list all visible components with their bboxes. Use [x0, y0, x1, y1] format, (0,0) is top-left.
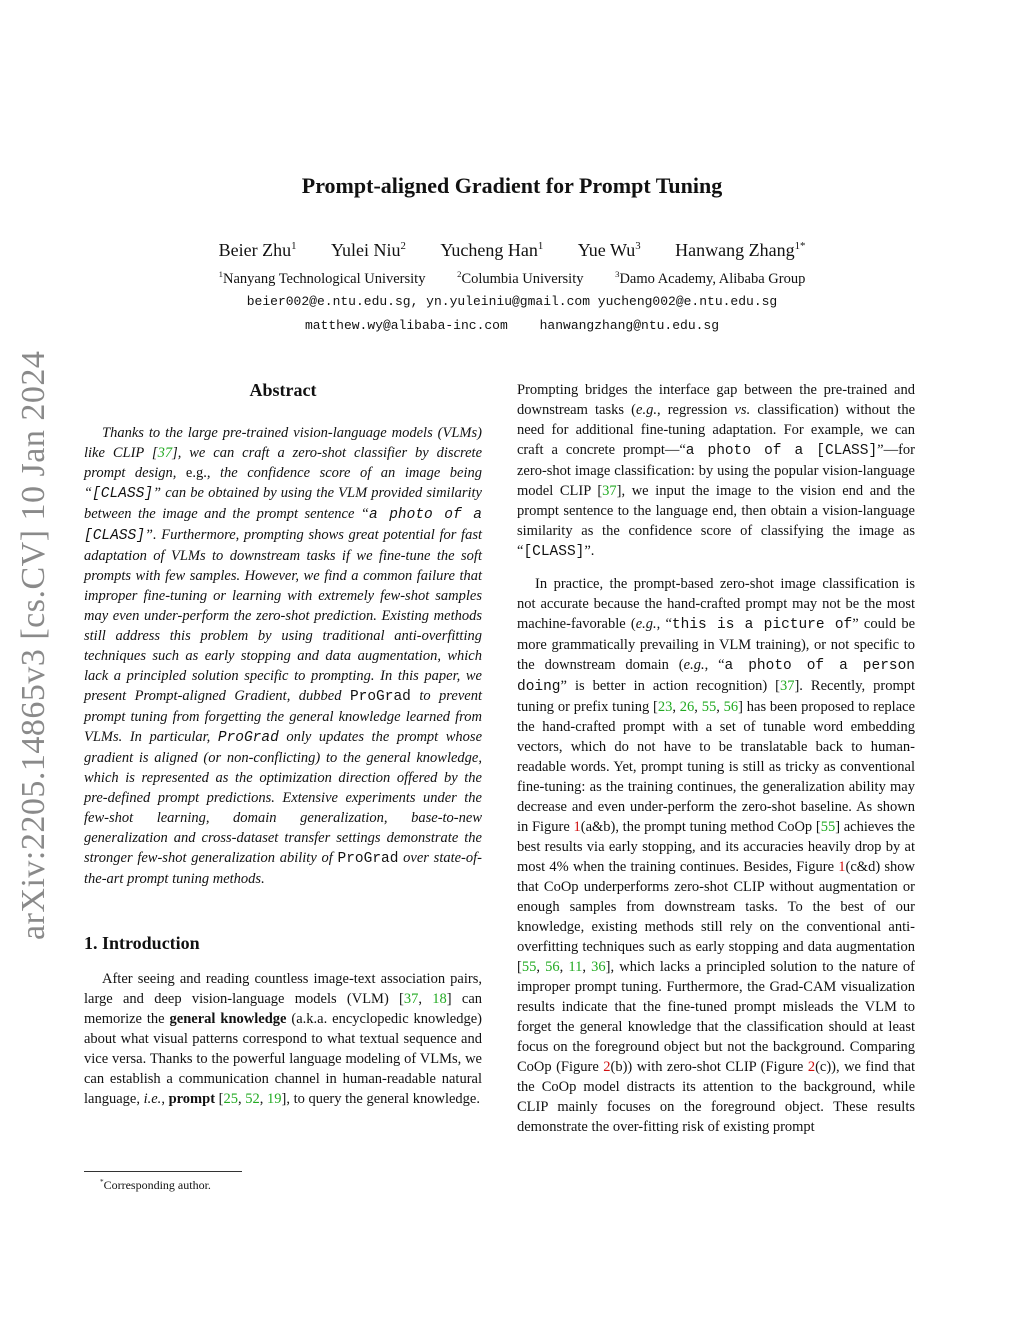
- affiliation-list: [0, 269, 1024, 288]
- citation-link[interactable]: 19: [267, 1091, 282, 1107]
- citation-link[interactable]: 37: [403, 991, 419, 1007]
- citation-link[interactable]: 56: [545, 959, 560, 975]
- abstract-body: Thanks to the large pre-trained vision-language models (VLMs) like CLIP [37], we can craft a zero-shot classifier by discrete prompt design, e.g., the confidence score of an image being “[CLASS]” can be obtained by using the VLM provided similarity between the image and the prompt sentence “a photo of a [CLASS]”. Furthermore, prompting shows great potential for fast adaptation of VLMs to downstream tasks if we fine-tune the soft prompts with few samples. However, we find a common failure that improper fine-tuning or learning with extremely few-shot samples may even under-perform the zero-shot prediction. Existing methods still address this problem by using traditional anti-overfitting techniques such as early stopping and data augmentation, which lack a principled solution specific to prompting. In this paper, we present Prompt-aligned Gradient, dubbed ProGrad to prevent prompt tuning from forgetting the general knowledge learned from VLMs. In particular, ProGrad only updates the prompt whose gradient is aligned (or non-conflicting) to the general knowledge, which is represented as the optimization direction offered by the pre-defined prompt predictions. Extensive experiments under the few-shot learning, domain generalization, base-to-new generalization and cross-dataset transfer settings demonstrate the stronger few-shot generalization ability of ProGrad over state-of-the-art prompt tuning methods.: [84, 425, 483, 887]
- body-paragraph: Prompting bridges the interface gap between the pre-trained and downstream tasks (e.g., regression vs. classification) without the need for additional fine-tuning adaptation. For example, we can craft a concrete prompt—“a photo of a [CLASS]”—for zero-shot image classification: by using the popular vision-language model CLIP [37], we input the image to the vision end and the prompt sentence to the language end, then obtain a vision-language similarity as the confidence score of classifying the image as “[CLASS]”.: [517, 382, 916, 560]
- left-column: [84, 380, 482, 1109]
- author: Yulei Niu$^2$: [330, 240, 406, 260]
- figure-link[interactable]: 1: [838, 859, 846, 875]
- citation-link[interactable]: 23: [657, 699, 673, 715]
- citation-link[interactable]: 26: [679, 699, 695, 715]
- email-line: [0, 318, 1024, 333]
- affiliation: $^2$Columbia University: [457, 269, 584, 287]
- body-paragraph: In practice, the prompt-based zero-shot image classification is not accurate because the hand-crafted prompt may not be the most machine-favorable (e.g., “this is a picture of” could be more grammatically prevailing in VLM training), or not specific to the downstream domain (e.g., “a photo of a person doing” is better in action recognition) [37]. Recently, prompt tuning or prefix tuning [23, 26, 55, 56] has been proposed to replace the hand-crafted prompt with a set of tunable word embedding vectors, which do not have to be translatable back to human-readable words. Yet, prompt tuning is still as tricky as conventional fine-tuning: as the training continues, the generalization ability may decrease and even under-perform the zero-shot baseline. As shown in Figure 1(a&b), the prompt tuning method CoOp [55] achieves the best results via early stopping, and its accuracies heavily drop by at most 4% when the training continues. Besides, Figure 1(c&d) show that CoOp underperforms zero-shot CLIP without augmentation or enough samples from downstream tasks. To the best of our knowledge, existing methods still rely on the conventional anti-overfitting techniques such as early stopping and data augmentation [55, 56, 11, 36], which lacks a principled solution to the nature of improper prompt tuning. Furthermore, the Grad-CAM visualization results indicate that the fine-tuned prompt misleads the VLM to forget the general knowledge that the classification should at least focus on the foreground object but not the background. Comparing CoOp (Figure 2(b)) with zero-shot CLIP (Figure 2(c)), we find that the CoOp model distracts its attention to the background, while CLIP mainly focuses on the foreground object. These results demonstrate the over-fitting risk of existing prompt: [517, 576, 916, 1135]
- email: matthew.wy@alibaba-inc.com: [304, 318, 508, 333]
- affiliation: $^1$Nanyang Technological University: [218, 269, 426, 287]
- author: Beier Zhu$^1$: [218, 240, 297, 260]
- citation-link[interactable]: 56: [723, 699, 739, 715]
- citation-link[interactable]: 25: [223, 1091, 238, 1107]
- citation-link[interactable]: 36: [591, 959, 606, 975]
- arxiv-identifier: arXiv:2205.14865v3 [cs.CV] 10 Jan 2024: [15, 350, 52, 940]
- email-line: beier002@e.ntu.edu.sg, yn.yuleiniu@gmail.com yucheng002@e.ntu.edu.sg: [246, 294, 778, 309]
- citation-link[interactable]: 37: [602, 483, 617, 499]
- email: hanwangzhang@ntu.edu.sg: [539, 318, 720, 333]
- intro-paragraph: After seeing and reading countless image-text association pairs, large and deep vision-language models (VLM) [37, 18] can memorize the general knowledge (a.k.a. encyclopedic knowledge) about what visual patterns correspond to what textual sequence and vice versa. Thanks to the powerful language modeling of VLMs, we can establish a communication channel in human-readable natural language, i.e., prompt [25, 52, 19], to query the general knowledge.: [84, 971, 483, 1107]
- citation-link[interactable]: 55: [521, 959, 537, 975]
- affiliation: $^3$Damo Academy, Alibaba Group: [615, 269, 806, 287]
- citation-link[interactable]: 55: [820, 819, 836, 835]
- abstract-heading: Abstract: [249, 380, 317, 400]
- footnote-divider: [84, 1171, 242, 1172]
- citation-link[interactable]: 37: [157, 445, 173, 461]
- author: Yucheng Han$^1$: [440, 240, 544, 260]
- author: Hanwang Zhang$^{1*}$: [675, 240, 806, 260]
- citation-link[interactable]: 37: [779, 678, 795, 694]
- figure-link[interactable]: 1: [573, 819, 581, 835]
- author: Yue Wu$^3$: [577, 240, 641, 260]
- footnote: *Corresponding author.: [100, 1178, 211, 1192]
- author-list: [0, 240, 1024, 261]
- citation-link[interactable]: 11: [568, 959, 583, 975]
- figure-link[interactable]: 2: [807, 1059, 816, 1075]
- figure-link[interactable]: 2: [603, 1059, 611, 1075]
- citation-link[interactable]: 18: [432, 991, 447, 1007]
- paper-title: Prompt-aligned Gradient for Prompt Tuning: [301, 173, 723, 198]
- citation-link[interactable]: 52: [245, 1091, 260, 1107]
- right-column: [517, 380, 915, 1137]
- citation-link[interactable]: 55: [701, 699, 717, 715]
- section-heading: 1. Introduction: [84, 933, 200, 953]
